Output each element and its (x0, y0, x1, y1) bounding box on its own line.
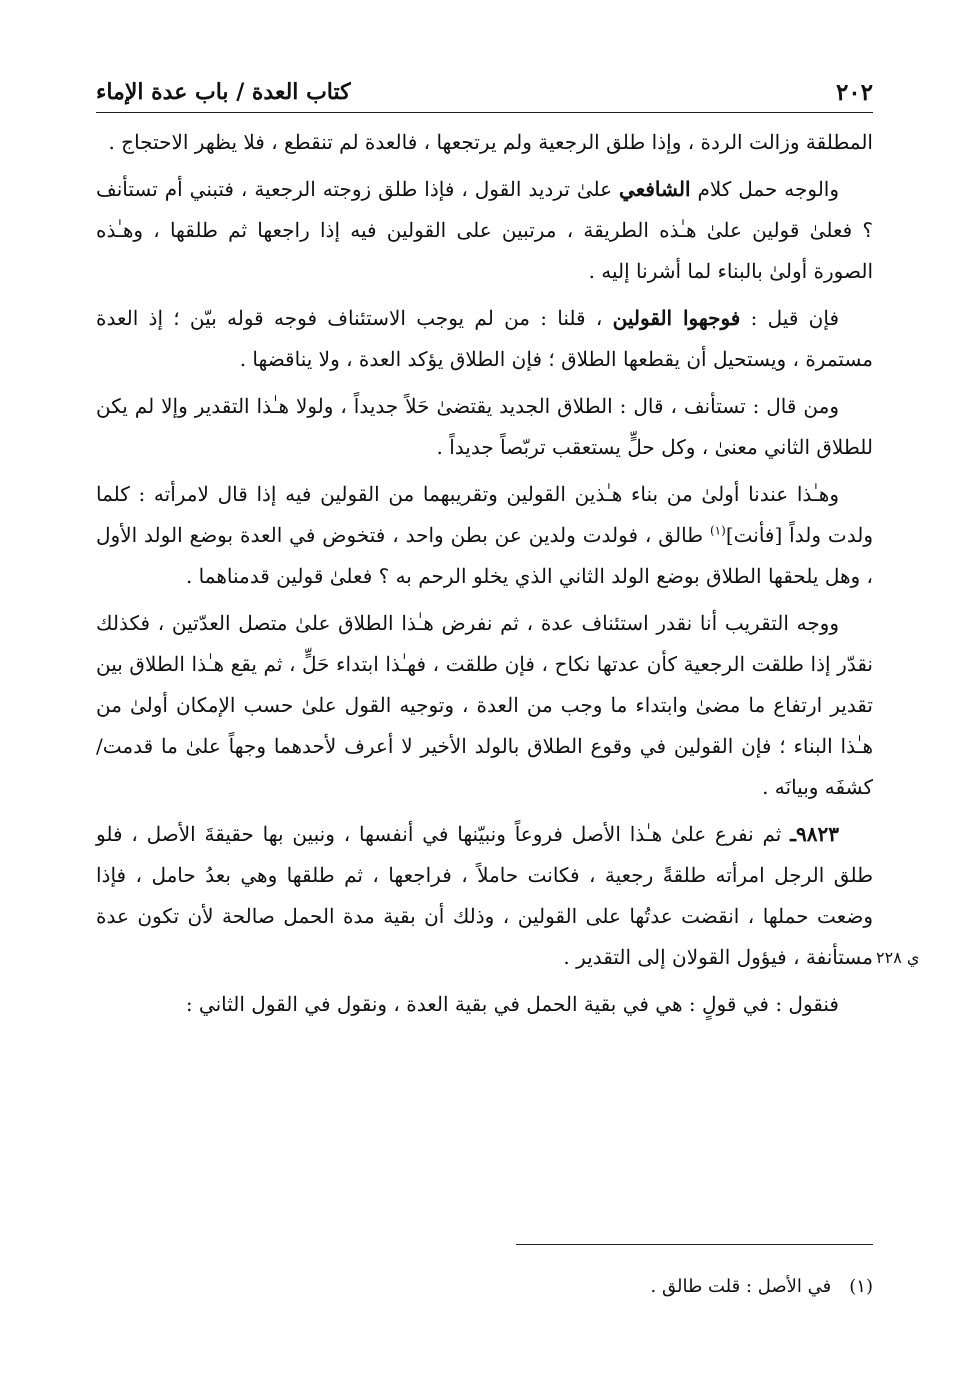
paragraph-2 (96, 169, 873, 292)
paragraph-text: والوجه حمل كلام (690, 177, 839, 201)
paragraph-7 (96, 814, 873, 978)
paragraph-text: طالق ، فولدت ولدين عن بطن واحد ، فتخوض في العدة بوضع الولد الأول ، وهل يلحقها الطلاق بوضع الولد الثاني الذي يخلو الرحم به ؟ فعلىٰ قولين قدمناهما . (96, 523, 873, 588)
header-title: كتاب العدة / باب عدة الإماء (96, 79, 351, 105)
paragraph-8 (96, 984, 873, 1025)
paragraph-text: فنقول : في قولٍ : هي في بقية الحمل في بقية العدة ، ونقول في القول الثاني : (185, 992, 839, 1016)
paragraph-text: فإن قيل : (740, 306, 840, 330)
paragraph-4 (96, 386, 873, 468)
paragraph-1 (96, 122, 873, 163)
bold-term: فوجهوا القولين (612, 306, 741, 330)
paragraph-text: ومن قال : تستأنف ، قال : الطلاق الجديد يقتضىٰ حَلاً جديداً ، ولولا هـٰذا التقدير وإلا لم يكن للطلاق الثاني معنىٰ ، وكل حلٍّ يستعقب تربّصاً جديداً . (96, 394, 873, 459)
paragraph-5 (96, 474, 873, 597)
page-number: ٢٠٢ (835, 78, 873, 106)
paragraph-text: ثم نفرع علىٰ هـٰذا الأصل فروعاً ونبيّنها في أنفسها ، ونبين بها حقيقةَ الأصل ، فلو طلق الرجل امرأته طلقةً رجعية ، فكانت حاملاً ، فراجعها ، ثم طلقها وهي بعدُ حامل ، فإذا وضعت حملها ، انقضت عدتُها على القولين ، وذلك أن بقية مدة الحمل صالحة لأن تكون عدة مستأنفة ، فيؤول القولان إلى التقدير . (96, 822, 873, 969)
paragraph-text: المطلقة وزالت الردة ، وإذا طلق الرجعية ولم يرتجعها ، فالعدة لم تنقطع ، فلا يظهر الاحتجاج . (108, 130, 873, 154)
running-header (96, 72, 873, 113)
footnote-text: في الأصل : قلت طالق . (650, 1276, 832, 1297)
footnote-reference[interactable]: (١) (709, 523, 726, 538)
manuscript-margin-note: ي ٢٢٨ (876, 948, 920, 967)
footnote-divider (516, 1244, 873, 1245)
paragraph-text: علىٰ ترديد القول ، فإذا طلق زوجته الرجعية ، فتبني أم تستأنف ؟ فعلىٰ قولين علىٰ هـٰذه الطريقة ، مرتبين على القولين فيه إذا راجعها ثم طلقها ، وهـٰذه الصورة أولىٰ بالبناء لما أشرنا إليه . (96, 177, 873, 283)
paragraph-6 (96, 603, 873, 808)
paragraph-text: ، قلنا : من لم يوجب الاستئناف فوجه قوله بيّن ؛ إذ العدة مستمرة ، ويستحيل أن يقطعها الطلاق ؛ فإن الطلاق يؤكد العدة ، ولا يناقضها . (96, 306, 873, 371)
footnote (96, 1272, 873, 1302)
paragraph-text: وهـٰذا عندنا أولىٰ من بناء هـٰذين القولين وتقريبهما من القولين فيه إذا قال لامرأته : كلما ولدت ولداً [فأنت] (96, 482, 873, 547)
paragraph-3 (96, 298, 873, 380)
section-number: ٩٨٢٣ـ (790, 822, 839, 846)
bold-term: الشافعي (619, 177, 691, 201)
footnote-number: (١) (849, 1276, 873, 1297)
paragraph-text: ووجه التقريب أنا نقدر استئناف عدة ، ثم نفرض هـٰذا الطلاق علىٰ متصل العدّتين ، فكذلك نقدّر إذا طلقت الرجعية كأن عدتها نكاح ، فإن طلقت ، فهـٰذا ابتداء حَلٍّ ، ثم يقع هـٰذا الطلاق بين تقدير ارتفاع ما مضىٰ وابتداء ما وجب من العدة ، وتوجيه القول علىٰ حسب الإمكان أولىٰ من هـٰذا البناء ؛ فإن القولين في وقوع الطلاق بالولد الأخير لا أعرف لأحدهما وجهاً علىٰ ما قدمت/ كشفَه وبيانَه . (96, 611, 873, 799)
main-text (96, 122, 873, 1025)
